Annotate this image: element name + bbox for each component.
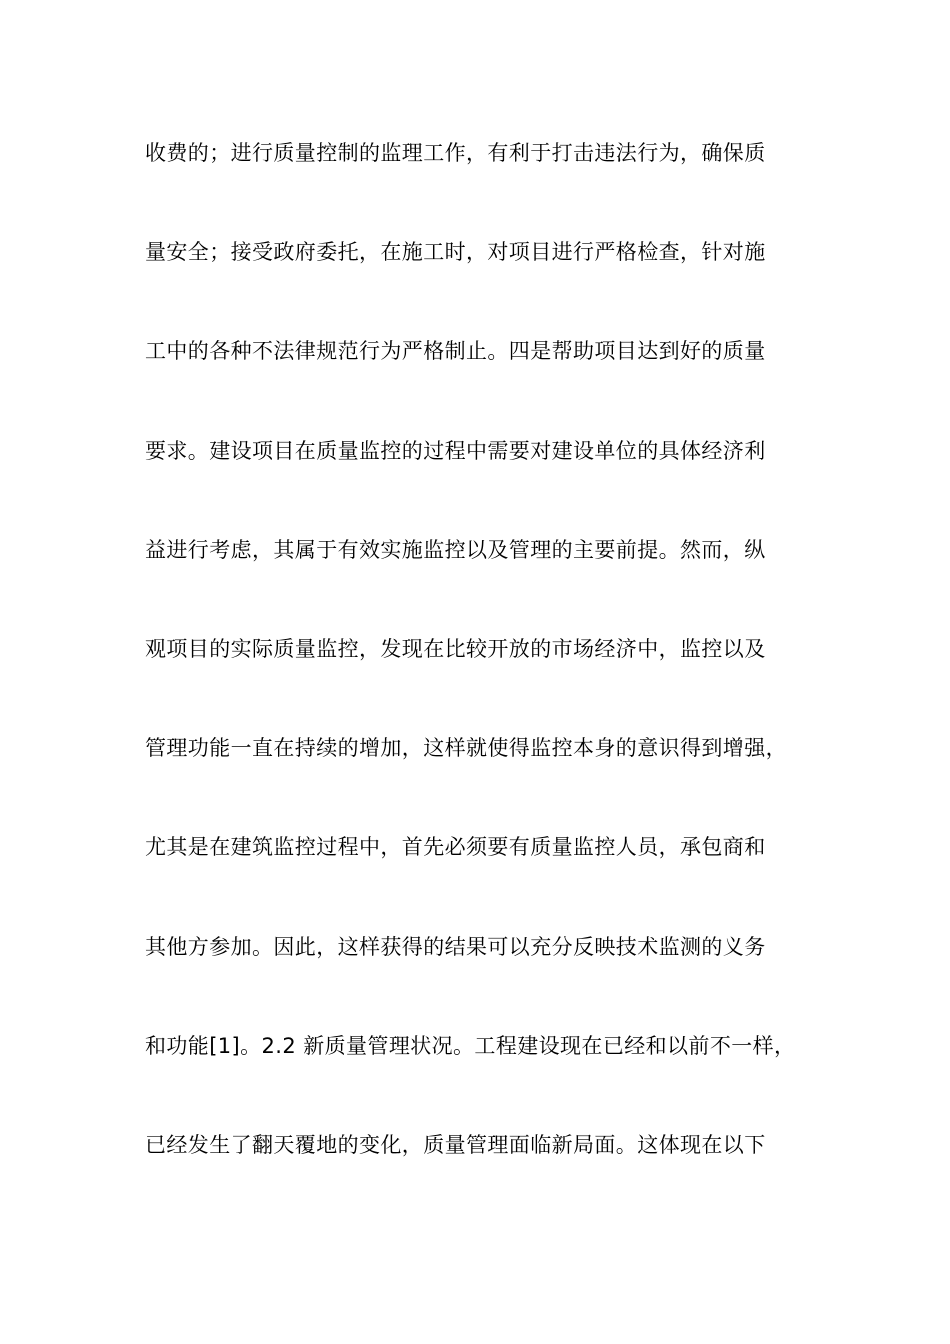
text-line: 已经发生了翻天覆地的变化，质量管理面临新局面。这体现在以下 xyxy=(145,1132,766,1157)
text-line: 工中的各种不法律规范行为严格制止。四是帮助项目达到好的质量 xyxy=(145,339,766,364)
text-line: 尤其是在建筑监控过程中，首先必须要有质量监控人员，承包商和 xyxy=(145,835,766,860)
text-line: 益进行考虑，其属于有效实施监控以及管理的主要前提。然而，纵 xyxy=(145,537,766,562)
text-line: 其他方参加。因此，这样获得的结果可以充分反映技术监测的义务 xyxy=(145,934,766,959)
text-line: 要求。建设项目在质量监控的过程中需要对建设单位的具体经济利 xyxy=(145,438,766,463)
text-line: 量安全；接受政府委托，在施工时，对项目进行严格检查，针对施 xyxy=(145,240,766,265)
text-line: 观项目的实际质量监控，发现在比较开放的市场经济中，监控以及 xyxy=(145,636,766,661)
text-line: 收费的；进行质量控制的监理工作，有利于打击违法行为，确保质 xyxy=(145,141,766,165)
body-paragraph xyxy=(145,136,825,1227)
text-line: 管理功能一直在持续的增加，这样就使得监控本身的意识得到增强， xyxy=(145,736,787,761)
text-line: 和功能[1]。2.2 新质量管理状况。工程建设现在已经和以前不一样， xyxy=(145,1033,796,1058)
